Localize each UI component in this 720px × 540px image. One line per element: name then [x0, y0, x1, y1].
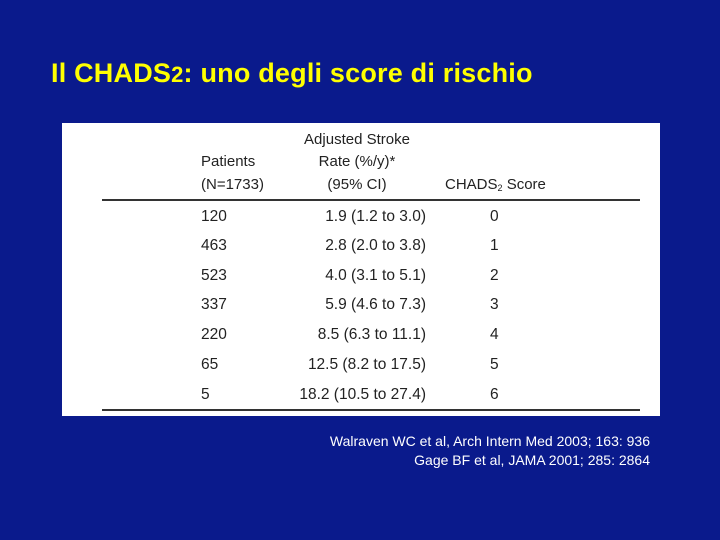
cell-score: 5 [490, 356, 499, 373]
cell-score: 3 [490, 296, 499, 313]
title-subscript: 2 [171, 62, 184, 87]
cell-patients: 120 [201, 208, 227, 225]
cell-score: 1 [490, 237, 499, 254]
cell-rate: 5.9 (4.6 to 7.3) [325, 296, 426, 313]
cell-score: 0 [490, 208, 499, 225]
header-rule [102, 199, 640, 201]
cell-patients: 523 [201, 267, 227, 284]
header-score-main: CHADS [445, 176, 498, 193]
table-row [62, 266, 660, 286]
table-row [62, 385, 660, 405]
header-rate-line3: (95% CI) [327, 176, 387, 193]
cell-score: 6 [490, 386, 499, 403]
cell-patients: 337 [201, 296, 227, 313]
cell-rate: 4.0 (3.1 to 5.1) [325, 267, 426, 284]
cell-rate: 12.5 (8.2 to 17.5) [307, 356, 426, 373]
cell-patients: 220 [201, 326, 227, 343]
title-main: Il CHADS [51, 58, 172, 88]
citation-walraven: Walraven WC et al, Arch Intern Med 2003; 163: 936 [329, 433, 650, 449]
table-row [62, 355, 660, 375]
cell-rate: 18.2 (10.5 to 27.4) [299, 386, 426, 403]
cell-rate: 2.8 (2.0 to 3.8) [325, 237, 426, 254]
header-patients-line2: (N=1733) [201, 176, 264, 193]
header-score [445, 176, 546, 197]
table-row [62, 207, 660, 227]
header-rate-line1: Adjusted Stroke [304, 131, 410, 148]
header-rate-line2: Rate (%/y)* [318, 153, 396, 170]
cell-patients: 463 [201, 237, 227, 254]
cell-patients: 5 [201, 386, 210, 403]
footer-rule [102, 409, 640, 411]
header-score-subscript: 2 [497, 183, 503, 193]
table-row [62, 325, 660, 345]
citation-gage: Gage BF et al, JAMA 2001; 285: 2864 [414, 452, 650, 468]
table-row [62, 236, 660, 256]
chads2-table [62, 123, 660, 416]
header-patients-line1: Patients [201, 153, 256, 170]
cell-score: 2 [490, 267, 499, 284]
table-row [62, 295, 660, 315]
cell-patients: 65 [201, 356, 219, 373]
cell-score: 4 [490, 326, 499, 343]
cell-rate: 8.5 (6.3 to 11.1) [317, 326, 426, 343]
header-score-rest: Score [502, 176, 546, 193]
cell-rate: 1.9 (1.2 to 3.0) [325, 208, 426, 225]
slide-title [51, 58, 533, 89]
title-rest: : uno degli score di rischio [183, 58, 533, 88]
